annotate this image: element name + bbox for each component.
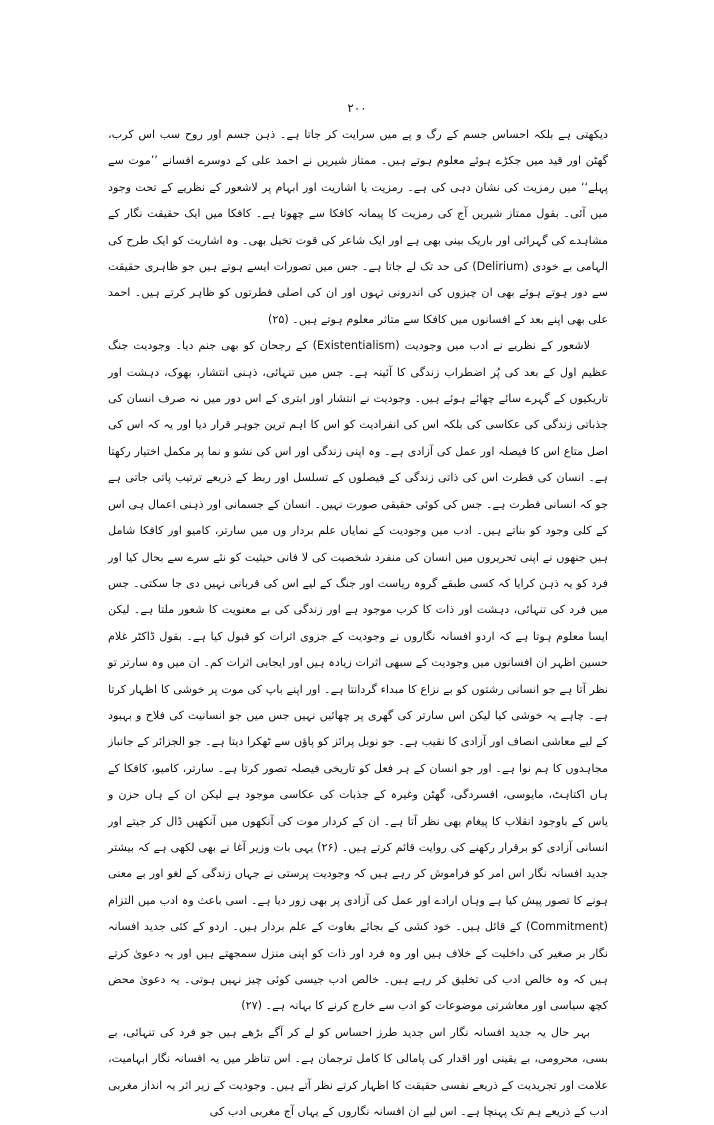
body-text (108, 122, 608, 1125)
paragraph-existentialism: لاشعور کے نظریے نے ادب میں وجودیت (Existentialism) کے رجحان کو بھی جنم دیا۔ وجودیت جنگ عظیم اول کے بعد کی پُر اضطراب زندگی کا آئینہ ہے۔ جس میں تنہائی، ذہنی انتشار، بھوک، دہشت اور تاریکیوں کے گہرے سائے چھائے ہوئے ہیں۔ وجودیت نے انتشار اور ابتری کے اس دور میں نہ صرف انسان کی جذباتی زندگی کی عکاسی کی بلکہ اس کی انفرادیت کو اس کا اہم ترین جوہر قرار دیا اور یہ کہ اس کی اصل متاع اس کا فیصلہ اور عمل کی آزادی ہے۔ وہ اپنی زندگی اور اس کی نشو و نما پر مکمل اختیار رکھتا ہے۔ انسان کی فطرت اس کی ذاتی زندگی کے فیصلوں کے تسلسل اور ربط کے ذریعے ترتیب پاتی جاتی ہے جو کہ انسانی فطرت ہے۔ جس کی کوئی حقیقی صورت نہیں۔ انسان کے جسمانی اور ذہنی اعمال ہی اس کے کلی وجود کو بناتے ہیں۔ ادب میں وجودیت کے نمایاں علم بردار وں میں سارتر، کامیو اور کافکا شامل ہیں جنھوں نے اپنی تحریروں میں انسان کی منفرد شخصیت کی لا فانی حیثیت کو نئے سرے سے بحال کیا اور فرد کو یہ ذہن کرایا کہ کسی طبقے گروہ ریاست اور جنگ کے لیے اس کی قربانی نہیں دی جا سکتی۔ جس میں فرد کی تنہائی، دہشت اور ذات کا کرب موجود ہے اور زندگی کی بے معنویت کا شعور ملتا ہے۔ لیکن ایسا معلوم ہوتا ہے کہ اردو افسانہ نگاروں نے وجودیت کے جزوی اثرات کو قبول کیا ہے۔ بقول ڈاکٹر غلام حسین اظہر ان افسانوں میں وجودیت کے سبھی اثرات زیادہ ہیں اور ایجابی اثرات کم۔ ان میں وہ سارتر تو نظر آتا ہے جو انسانی رشتوں کو بے نزاع کا مبداء گردانتا ہے۔ اور اپنے باپ کی موت پر خوشی کا اظہار کرتا ہے۔ چاہے یہ خوشی کیا لیکن اس سارتر کی گھری پر چھائیں نہیں جس میں جو انسانیت کی فلاح و بہبود کے لیے معاشی انصاف اور آزادی کا نقیب ہے۔ جو نوبل پرائز کو پاؤں سے ٹھکرا دیتا ہے۔ جو الجزائر کے جانباز مجاہدوں کا ہم نوا ہے۔ اور جو انسان کے ہر فعل کو تاریخی فیصلہ تصور کرتا ہے۔ سارتر، کامیو، کافکا کے ہاں اکتاہٹ، مایوسی، افسردگی، گھٹن وغیرہ کے جذبات کی عکاسی موجود ہے لیکن ان کے ہاں حزن و یاس کے باوجود انقلاب کا پیغام بھی نظر آتا ہے۔ ان کے کردار موت کی آنکھوں میں آنکھیں ڈال کر جیتے اور انسانی آزادی کو برقرار رکھنے کی روایت قائم کرتے ہیں۔ (۲۶) یہی بات وزیر آغا نے بھی لکھی ہے کہ بیشتر جدید افسانہ نگار اس امر کو فراموش کر رہے ہیں کہ وجودیت پرستی نے جہاں زندگی کے لغو اور بے معنی ہونے کا تصور پیش کیا ہے وہاں ارادے اور عمل کی آزادی پر بھی زور دیا ہے۔ اسی باعث وہ ادب میں التزام (Commitment) کے قائل ہیں۔ خود کشی کے بجائے بغاوت کے علم بردار ہیں۔ اردو کے کئی جدید افسانہ نگار بر صغیر کی داخلیت کے خلاف ہیں اور وہ فرد اور ذات کو اپنی منزل سمجھتے ہیں اور یہ دعویٰ کرتے ہیں کہ وہ خالص ادب کی تخلیق کر رہے ہیں۔ خالص ادب جیسی کوئی چیز نہیں ہوتی۔ یہ دعویٰ محض کچھ سیاسی اور معاشرتی موضوعات کو ادب سے خارج کرنے کا بہانہ ہے۔ (۲۷) (108, 339, 608, 1013)
paragraph-modern-fiction: بہر حال یہ جدید افسانہ نگار اس جدید طرز احساس کو لے کر آگے بڑھے ہیں جو فرد کی تنہائی، بے بسی، محرومی، بے یقینی اور اقدار کی پامالی کا کامل ترجمان ہے۔ اس تناظر میں یہ افسانہ نگار ابہامیت، علامت اور تجریدیت کے ذریعے نفسی حقیقت کا اظہار کرتے نظر آتے ہیں۔ وجودیت کے زیر اثر یہ انداز مغربی ادب کے ذریعے ہم تک پہنچا ہے۔ اس لیے ان افسانہ نگاروں کے یہاں آج مغربی ادب کی (108, 1025, 608, 1119)
paragraph-symbolism: دیکھتی ہے بلکہ احساس جسم کے رگ و پے میں سرایت کر جاتا ہے۔ ذہن جسم اور روح سب اس کرب، گھٹن اور قید میں جکڑے ہوئے معلوم ہوتے ہیں۔ ممتاز شیریں نے احمد علی کے دوسرے افسانے ’’موت سے پہلے‘‘ میں رمزیت کی نشان دہی کی ہے۔ رمزیت یا اشاریت اور ابہام پر لاشعور کے نظریے کے تحت وجود میں آئی۔ بقول ممتاز شیریں آج کی رمزیت کا پیمانہ کافکا سے چھوتا ہے۔ کافکا میں ایک حقیقت نگار کے مشاہدے کی گہرائی اور باریک بینی بھی ہے اور ایک شاعر کی قوت تخیل بھی۔ وہ اشاریت کو ایک طرح کی الہامی بے خودی (Delirium) کی حد تک لے جاتا ہے۔ جس میں تصورات ایسے ہوتے ہیں جو ظاہری حقیقت سے دور ہوتے ہوئے بھی ان چیزوں کی اندرونی تہوں اور ان کی اصلی فطرتوں کو ظاہر کرتے ہیں۔ احمد علی بھی اپنے بعد کے افسانوں میں کافکا سے متاثر معلوم ہوتے ہیں۔ (۲۵) (108, 128, 608, 326)
page-number: ۲۰۰ (347, 101, 367, 115)
